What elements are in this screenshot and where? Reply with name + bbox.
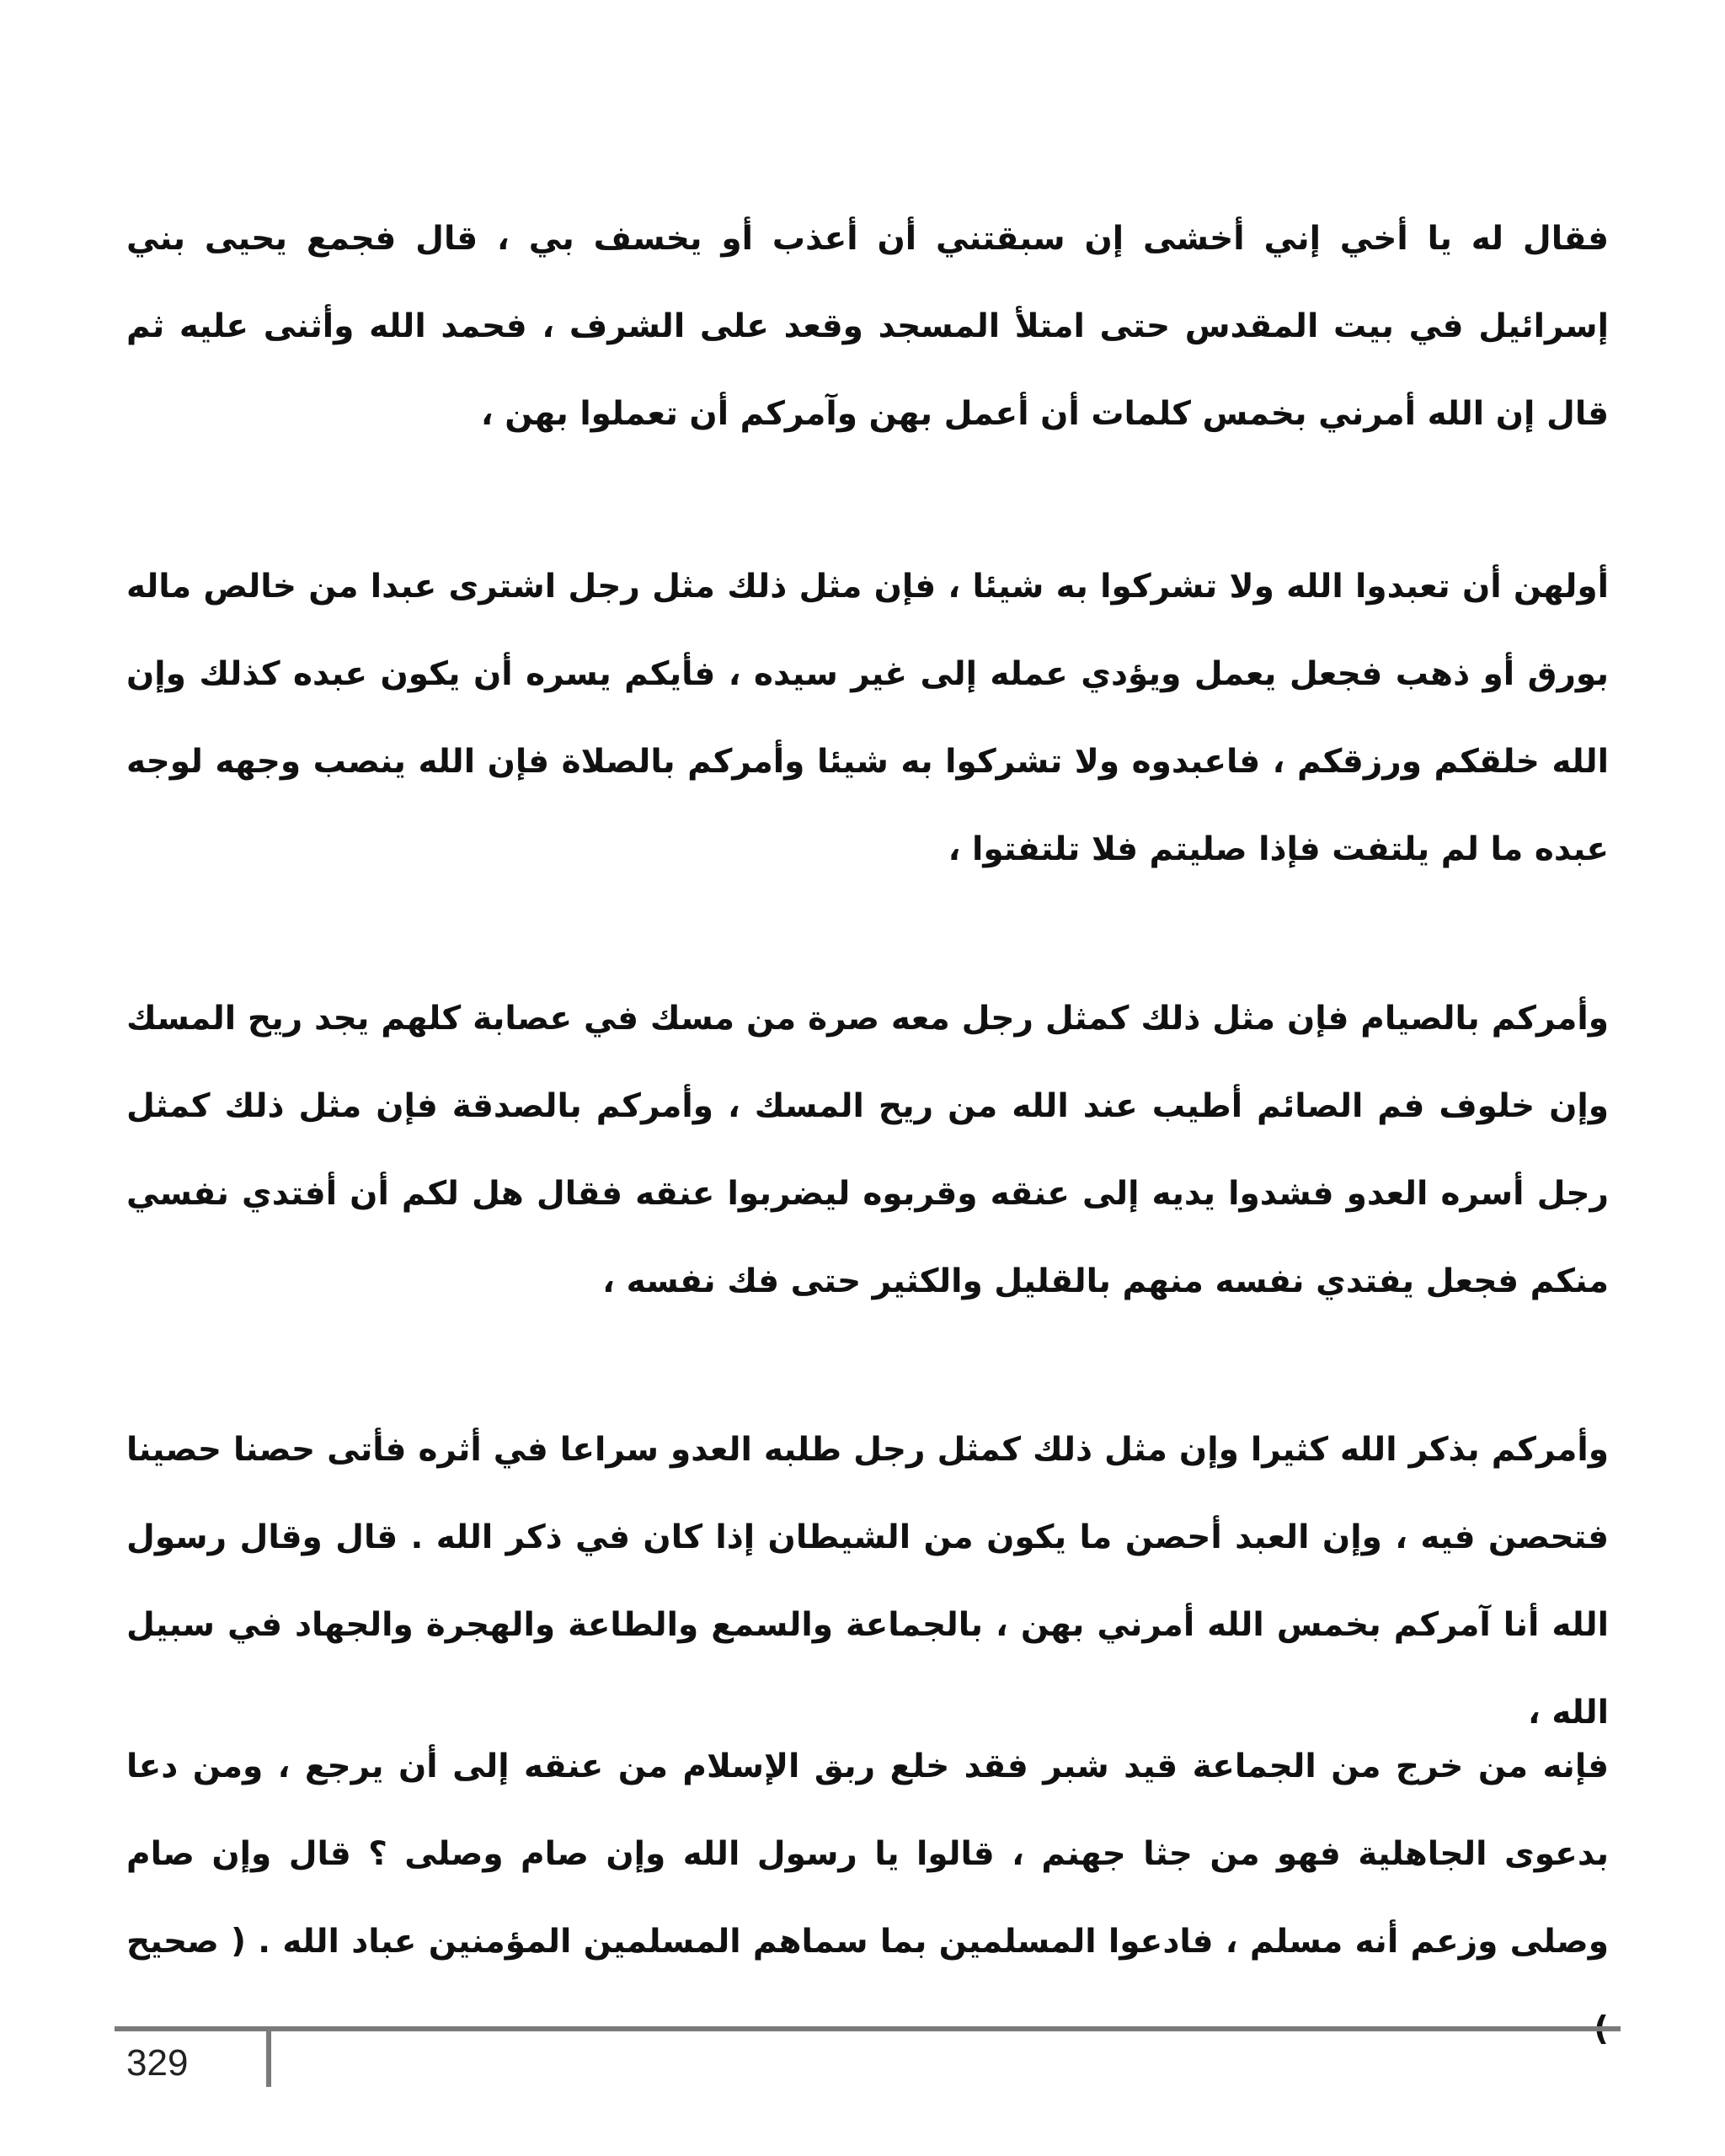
paragraph-1: فقال له يا أخي إني أخشى إن سبقتني أن أعذب أو يخسف بي ، قال فجمع يحيى بني إسرائيل في بيت المقدس حتى امتلأ المسجد وقعد على الشرف ، فحمد الله وأثنى عليه ثم قال إن الله أمرني بخمس كلمات أن أعمل بهن وآمركم أن تعملوا بهن ، bbox=[126, 220, 1609, 433]
paragraph-2: أولهن أن تعبدوا الله ولا تشركوا به شيئا ، فإن مثل ذلك مثل رجل اشترى عبدا من خالص ماله بورق أو ذهب فجعل يعمل ويؤدي عمله إلى غير سيده ، فأيكم يسره أن يكون عبده كذلك وإن الله خلقكم ورزقكم ، فاعبدوه ولا تشركوا به شيئا وأمركم بالصلاة فإن الله ينصب وجهه لوجه عبده ما لم يلتفت فإذا صليتم فلا تلتفتوا ، bbox=[126, 568, 1609, 868]
footer-rule bbox=[115, 2026, 1621, 2031]
paragraph-4: وأمركم بذكر الله كثيرا وإن مثل ذلك كمثل رجل طلبه العدو سراعا في أثره فأتى حصنا حصينا فتحصن فيه ، وإن العبد أحصن ما يكون من الشيطان إذا كان في ذكر الله . قال وقال رسول الله أنا آمركم بخمس الله أمرني بهن ، بالجماعة والسمع والطاعة والهجرة والجهاد في سبيل الله ، bbox=[126, 1431, 1609, 1732]
paragraph-5: فإنه من خرج من الجماعة قيد شبر فقد خلع ربق الإسلام من عنقه إلى أن يرجع ، ومن دعا بدعوى الجاهلية فهو من جثا جهنم ، قالوا يا رسول الله وإن صام وصلى ؟ قال وإن صام وصلى وزعم أنه مسلم ، فادعوا المسلمين بما سماهم المسلمين المؤمنين عباد الله . ( صحيح bbox=[126, 1748, 1609, 1961]
paragraph-3: وأمركم بالصيام فإن مثل ذلك كمثل رجل معه صرة من مسك في عصابة كلهم يجد ريح المسك وإن خلوف فم الصائم أطيب عند الله من ريح المسك ، وأمركم بالصدقة فإن مثل ذلك كمثل رجل أسره العدو فشدوا يديه إلى عنقه وقربوه ليضربوا عنقه فقال هل لكم أن أفتدي نفسي منكم فجعل يفتدي نفسه منهم بالقليل والكثير حتى فك نفسه ، bbox=[126, 1000, 1609, 1300]
footer-divider bbox=[266, 2026, 271, 2087]
page-number: 329 bbox=[126, 2042, 189, 2084]
